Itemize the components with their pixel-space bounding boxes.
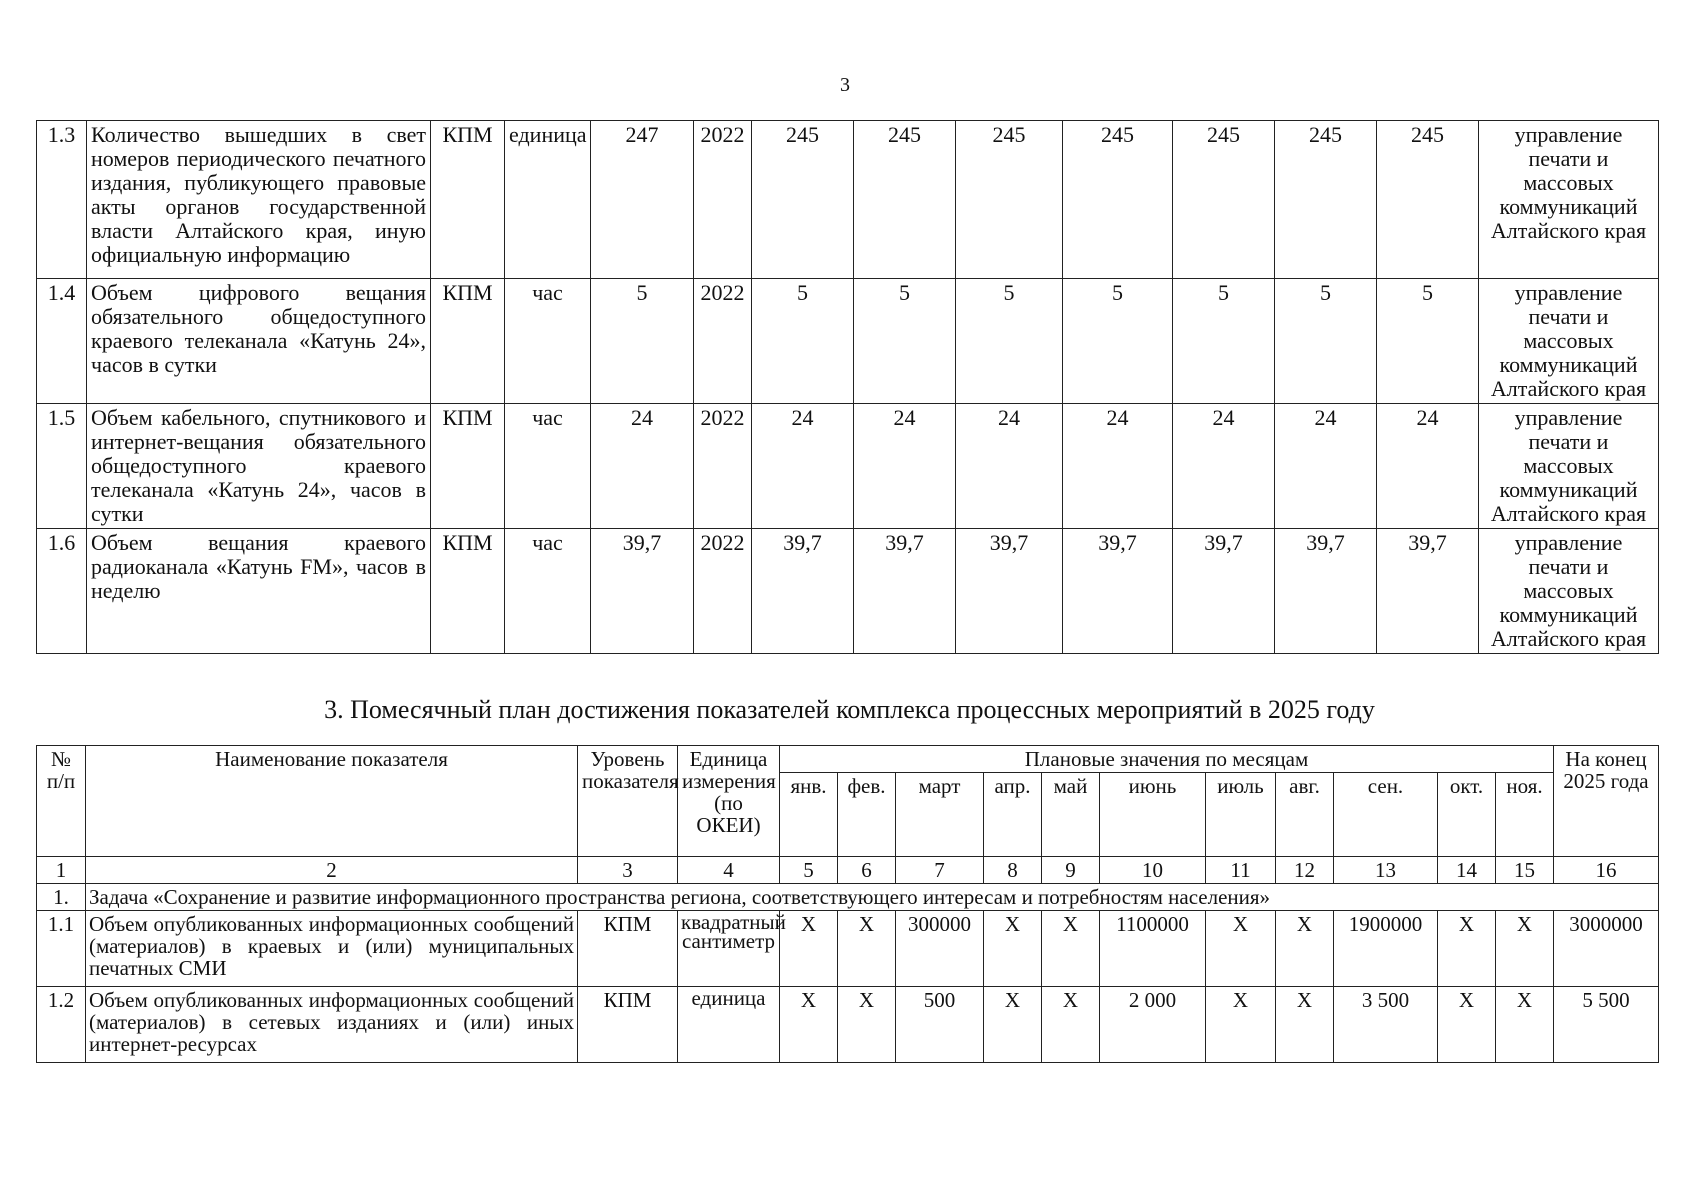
month-header: сен. [1334,773,1438,857]
base-year: 2022 [694,279,752,404]
column-number: 3 [578,857,678,884]
column-number: 14 [1438,857,1496,884]
indicator-unit: час [505,279,591,404]
base-value: 39,7 [591,529,694,654]
month-value: 1900000 [1334,911,1438,987]
target-value: 39,7 [1377,529,1479,654]
target-value: 24 [854,404,956,529]
target-value: 5 [1063,279,1173,404]
month-value: X [1496,987,1554,1063]
target-value: 24 [1063,404,1173,529]
column-number: 2 [86,857,578,884]
header-name: Наименование показателя [86,746,578,857]
table-row [37,121,1659,279]
base-year: 2022 [694,121,752,279]
column-number: 7 [896,857,984,884]
target-value: 245 [1063,121,1173,279]
target-value: 39,7 [854,529,956,654]
month-value: X [838,987,896,1063]
target-value: 39,7 [1063,529,1173,654]
responsible-body: управление печати и массовых коммуникаций Алтайского края [1479,279,1659,404]
row-number: 1.6 [37,529,87,654]
month-header: июнь [1100,773,1206,857]
month-value: X [780,987,838,1063]
indicator-name: Объем вещания краевого радиоканала «Катунь FM», часов в неделю [87,529,431,654]
month-value: X [1206,911,1276,987]
column-number: 10 [1100,857,1206,884]
target-value: 24 [1377,404,1479,529]
target-value: 5 [1173,279,1275,404]
month-value: 2 000 [1100,987,1206,1063]
target-value: 245 [956,121,1063,279]
column-number: 6 [838,857,896,884]
target-value: 39,7 [1275,529,1377,654]
end-value: 3000000 [1554,911,1659,987]
target-value: 5 [956,279,1063,404]
column-number: 13 [1334,857,1438,884]
target-value: 5 [1377,279,1479,404]
target-value: 39,7 [956,529,1063,654]
base-value: 5 [591,279,694,404]
month-value: X [1042,911,1100,987]
month-value: X [984,911,1042,987]
month-value: X [984,987,1042,1063]
table-row [37,279,1659,404]
month-value: X [838,911,896,987]
month-header: ноя. [1496,773,1554,857]
indicator-unit: квадратный сантиметр [678,911,780,987]
target-value: 245 [1275,121,1377,279]
month-value: X [1438,987,1496,1063]
column-number: 12 [1276,857,1334,884]
month-value: 300000 [896,911,984,987]
target-value: 245 [1173,121,1275,279]
month-value: 500 [896,987,984,1063]
month-value: X [1496,911,1554,987]
month-header: янв. [780,773,838,857]
target-value: 5 [752,279,854,404]
target-value: 39,7 [1173,529,1275,654]
indicator-name: Объем опубликованных информационных сообщений (материалов) в краевых и (или) муниципальных печатных СМИ [86,911,578,987]
page-number: 3 [840,74,850,96]
table-row [37,404,1659,529]
target-value: 24 [1173,404,1275,529]
month-header: окт. [1438,773,1496,857]
table-row [37,529,1659,654]
month-header: июль [1206,773,1276,857]
target-value: 5 [854,279,956,404]
end-value: 5 500 [1554,987,1659,1063]
indicator-level: КПМ [431,121,505,279]
indicator-unit: час [505,404,591,529]
column-number: 9 [1042,857,1100,884]
target-value: 24 [752,404,854,529]
indicator-name: Объем кабельного, спутникового и интернет-вещания обязательного общедоступного краевого телеканала «Катунь 24», часов в сутки [87,404,431,529]
task-row [37,884,1659,911]
column-number: 4 [678,857,780,884]
indicator-level: КПМ [578,911,678,987]
header-unit: Единица измерения (по ОКЕИ) [678,746,780,857]
responsible-body: управление печати и массовых коммуникаций Алтайского края [1479,121,1659,279]
month-header: фев. [838,773,896,857]
indicator-unit: единица [678,987,780,1063]
base-year: 2022 [694,404,752,529]
target-value: 5 [1275,279,1377,404]
header-end: На конец 2025 года [1554,746,1659,857]
month-value: X [780,911,838,987]
header-plan: Плановые значения по месяцам [780,746,1554,773]
month-value: X [1042,987,1100,1063]
responsible-body: управление печати и массовых коммуникаций Алтайского края [1479,404,1659,529]
column-number: 11 [1206,857,1276,884]
task-text: Задача «Сохранение и развитие информационного пространства региона, соответствующего интересам и потребностям населения» [86,884,1659,911]
month-value: X [1438,911,1496,987]
target-value: 24 [956,404,1063,529]
target-value: 24 [1275,404,1377,529]
month-value: 3 500 [1334,987,1438,1063]
month-header: май [1042,773,1100,857]
header-num: № п/п [37,746,86,857]
base-value: 24 [591,404,694,529]
row-number: 1.5 [37,404,87,529]
row-number: 1.1 [37,911,86,987]
section-title: 3. Помесячный план достижения показателей комплекса процессных мероприятий в 2025 году [324,695,1375,724]
column-number: 1 [37,857,86,884]
indicator-level: КПМ [578,987,678,1063]
column-number: 5 [780,857,838,884]
responsible-body: управление печати и массовых коммуникаций Алтайского края [1479,529,1659,654]
column-number: 8 [984,857,1042,884]
base-year: 2022 [694,529,752,654]
month-value: 1100000 [1100,911,1206,987]
indicator-unit: час [505,529,591,654]
task-number: 1. [37,884,86,911]
target-value: 245 [854,121,956,279]
indicator-name: Количество вышедших в свет номеров периодического печатного издания, публикующего правовые акты органов государственной власти Алтайского края, иную официальную информацию [87,121,431,279]
month-value: X [1206,987,1276,1063]
target-value: 245 [752,121,854,279]
indicator-level: КПМ [431,529,505,654]
column-number: 16 [1554,857,1659,884]
indicator-level: КПМ [431,404,505,529]
row-number: 1.3 [37,121,87,279]
month-value: X [1276,911,1334,987]
header-level: Уровень показателя [578,746,678,857]
month-header: март [896,773,984,857]
month-header: авг. [1276,773,1334,857]
indicator-name: Объем опубликованных информационных сообщений (материалов) в сетевых изданиях и (или) иных интернет-ресурсах [86,987,578,1063]
target-value: 245 [1377,121,1479,279]
column-number: 15 [1496,857,1554,884]
indicator-unit: единица [505,121,591,279]
monthly-plan-table [36,745,1659,1063]
table-row [37,911,1659,987]
indicator-name: Объем цифрового вещания обязательного общедоступного краевого телеканала «Катунь 24», часов в сутки [87,279,431,404]
indicator-level: КПМ [431,279,505,404]
row-number: 1.2 [37,987,86,1063]
month-value: X [1276,987,1334,1063]
row-number: 1.4 [37,279,87,404]
month-header: апр. [984,773,1042,857]
indicators-table-continuation [36,120,1659,654]
table-row [37,987,1659,1063]
base-value: 247 [591,121,694,279]
target-value: 39,7 [752,529,854,654]
